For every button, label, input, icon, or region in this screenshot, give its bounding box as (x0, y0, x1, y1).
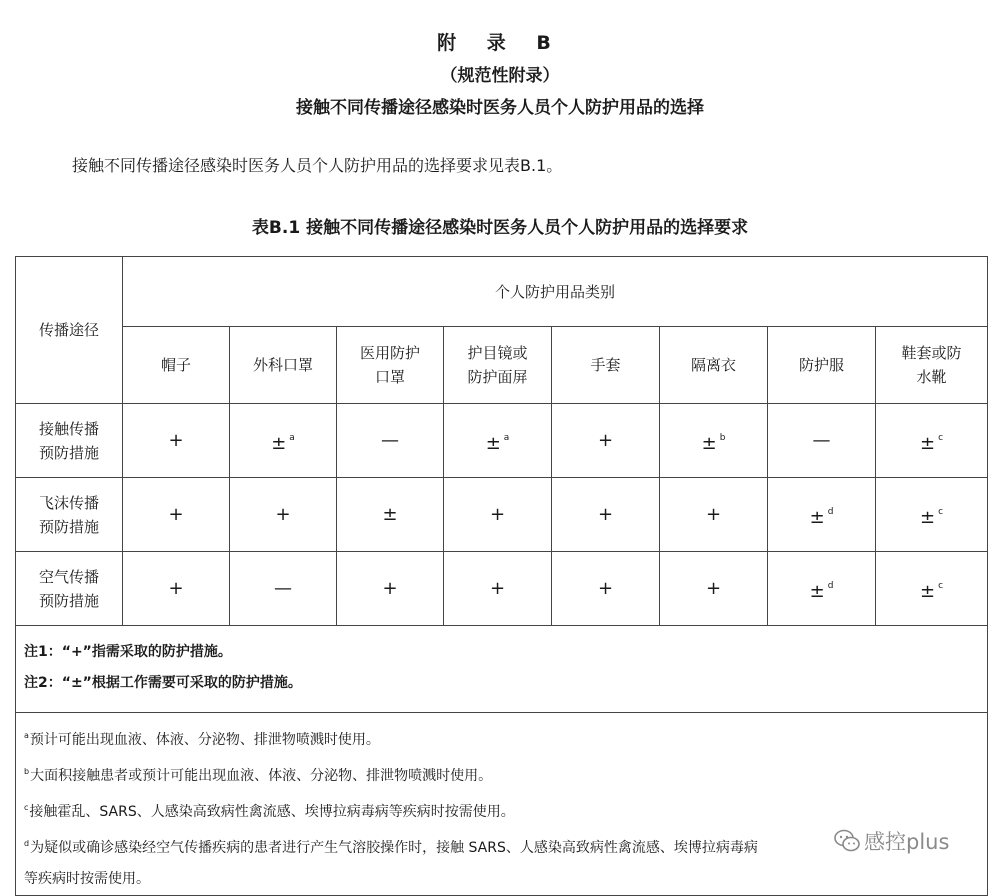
route-header: 传播途径 (16, 257, 123, 404)
requirement-symbol: ± (382, 503, 398, 525)
requirement-symbol: ± (919, 580, 936, 602)
requirement-symbol: + (489, 503, 506, 525)
table-row (16, 552, 988, 626)
requirement-symbol: + (705, 503, 722, 525)
requirement-cell (768, 552, 876, 626)
requirement-cell (768, 478, 876, 552)
requirement-cell (337, 552, 444, 626)
footnote (24, 756, 987, 792)
footnote-mark: a (289, 432, 295, 443)
normative-label: （规范性附录） (440, 66, 560, 86)
requirement-symbol: + (597, 577, 614, 599)
route-cell (16, 478, 123, 552)
requirement-cell (123, 478, 230, 552)
watermark-text: 感控plus (864, 830, 950, 854)
requirement-cell (660, 552, 768, 626)
footnote-text: 接触霍乱、SARS、人感染高致病性禽流感、埃博拉病毒病等疾病时按需使用。 (29, 804, 515, 820)
requirement-cell (230, 552, 337, 626)
item-header (876, 327, 988, 404)
requirement-symbol: + (275, 503, 291, 525)
item-header-line: 口罩 (374, 368, 405, 386)
footnote-mark: d (827, 506, 834, 517)
requirement-symbol: + (168, 503, 184, 525)
requirement-symbol: ± (485, 432, 501, 454)
requirement-cell (876, 478, 988, 552)
requirement-symbol: ± (809, 506, 825, 528)
route-line: 预防措施 (38, 517, 99, 536)
footnote-text: 大面积接触患者或预计可能出现血液、体液、分泌物、排泄物喷溅时使用。 (30, 768, 493, 784)
item-header (230, 327, 337, 404)
footnote-mark: c (938, 580, 944, 591)
item-header (444, 327, 552, 404)
requirement-symbol: — (812, 429, 831, 451)
requirement-symbol: + (168, 429, 184, 451)
item-header (552, 327, 660, 404)
item-header-line: 帽子 (160, 356, 191, 374)
requirement-cell (123, 552, 230, 626)
requirement-cell (876, 552, 988, 626)
footnote-mark: c (938, 506, 944, 517)
footnote-text: 预计可能出现血液、体液、分泌物、排泄物喷溅时使用。 (29, 732, 380, 748)
requirement-cell (552, 552, 660, 626)
requirement-cell (552, 478, 660, 552)
requirement-symbol: + (168, 577, 184, 599)
requirement-symbol: + (597, 503, 614, 525)
footnote-mark: a (503, 432, 510, 443)
requirement-symbol: — (381, 429, 399, 451)
note-2: 注2：“±”根据工作需要可采取的防护措施。 (24, 675, 302, 691)
requirement-cell (660, 404, 768, 478)
appendix-heading: 附 录 B (437, 32, 563, 54)
requirement-symbol: + (382, 577, 398, 599)
notes-cell (16, 626, 988, 713)
route-line: 预防措施 (38, 443, 99, 462)
footnote-continuation: 等疾病时按需使用。 (24, 871, 150, 887)
requirement-symbol: ± (919, 506, 936, 528)
table-caption: 表B.1 接触不同传播途径感染时医务人员个人防护用品的选择要求 (251, 218, 749, 238)
item-header (660, 327, 768, 404)
item-header-line: 护目镜或 (467, 344, 528, 362)
footnote-mark: d (827, 580, 834, 591)
footnote-mark: d (24, 839, 30, 848)
requirement-cell (876, 404, 988, 478)
requirement-symbol: ± (701, 432, 717, 454)
requirement-symbol: + (597, 429, 614, 451)
item-header-line: 鞋套或防 (901, 344, 962, 362)
footnote-text: 为疑似或确诊感染经空气传播疾病的患者进行产生气溶胶操作时，接触 SARS、人感染高致病性禽流感、埃博拉病毒病 (30, 840, 758, 856)
item-header-line: 医用防护 (359, 344, 420, 362)
requirement-cell (444, 478, 552, 552)
requirement-cell (337, 478, 444, 552)
requirement-symbol: + (489, 577, 506, 599)
requirement-cell (230, 404, 337, 478)
requirement-symbol: — (274, 577, 292, 599)
footnote (24, 720, 987, 756)
requirement-cell (230, 478, 337, 552)
footnote-mark: a (24, 731, 29, 740)
requirement-symbol: ± (809, 580, 825, 602)
table-row (16, 404, 988, 478)
table-row (16, 478, 988, 552)
footnote-mark: c (24, 803, 29, 812)
requirement-symbol: ± (919, 432, 936, 454)
item-header (768, 327, 876, 404)
requirement-cell (660, 478, 768, 552)
route-line: 飞沫传播 (38, 493, 99, 512)
footnote-mark: b (719, 432, 726, 443)
item-header (337, 327, 444, 404)
requirement-cell (552, 404, 660, 478)
requirement-cell (444, 404, 552, 478)
item-header-line: 水靴 (916, 368, 947, 386)
item-header (123, 327, 230, 404)
requirement-symbol: ± (271, 432, 287, 454)
intro-paragraph: 接触不同传播途径感染时医务人员个人防护用品的选择要求见表B.1。 (72, 156, 563, 175)
footnote-mark: b (24, 767, 30, 776)
route-line: 空气传播 (38, 567, 99, 586)
item-header-line: 隔离衣 (690, 356, 736, 374)
requirement-cell (337, 404, 444, 478)
route-line: 预防措施 (38, 591, 99, 610)
category-header: 个人防护用品类别 (123, 257, 988, 327)
item-header-line: 防护面屏 (467, 368, 528, 386)
item-header-line: 手套 (590, 356, 621, 374)
ppe-selection-table (15, 256, 988, 896)
requirement-cell (444, 552, 552, 626)
annex-title: 接触不同传播途径感染时医务人员个人防护用品的选择 (296, 98, 704, 118)
footnote-mark: c (938, 432, 944, 443)
requirement-cell (123, 404, 230, 478)
item-header-line: 防护服 (798, 356, 844, 374)
wechat-icon (834, 829, 860, 853)
watermark (834, 826, 949, 856)
footnotes-cell (16, 713, 988, 896)
requirement-cell (768, 404, 876, 478)
requirement-symbol: + (705, 577, 722, 599)
note-1: 注1：“+”指需采取的防护措施。 (24, 644, 232, 660)
route-line: 接触传播 (38, 419, 99, 438)
route-cell (16, 404, 123, 478)
route-cell (16, 552, 123, 626)
item-header-line: 外科口罩 (252, 356, 313, 374)
footnote (24, 792, 987, 828)
